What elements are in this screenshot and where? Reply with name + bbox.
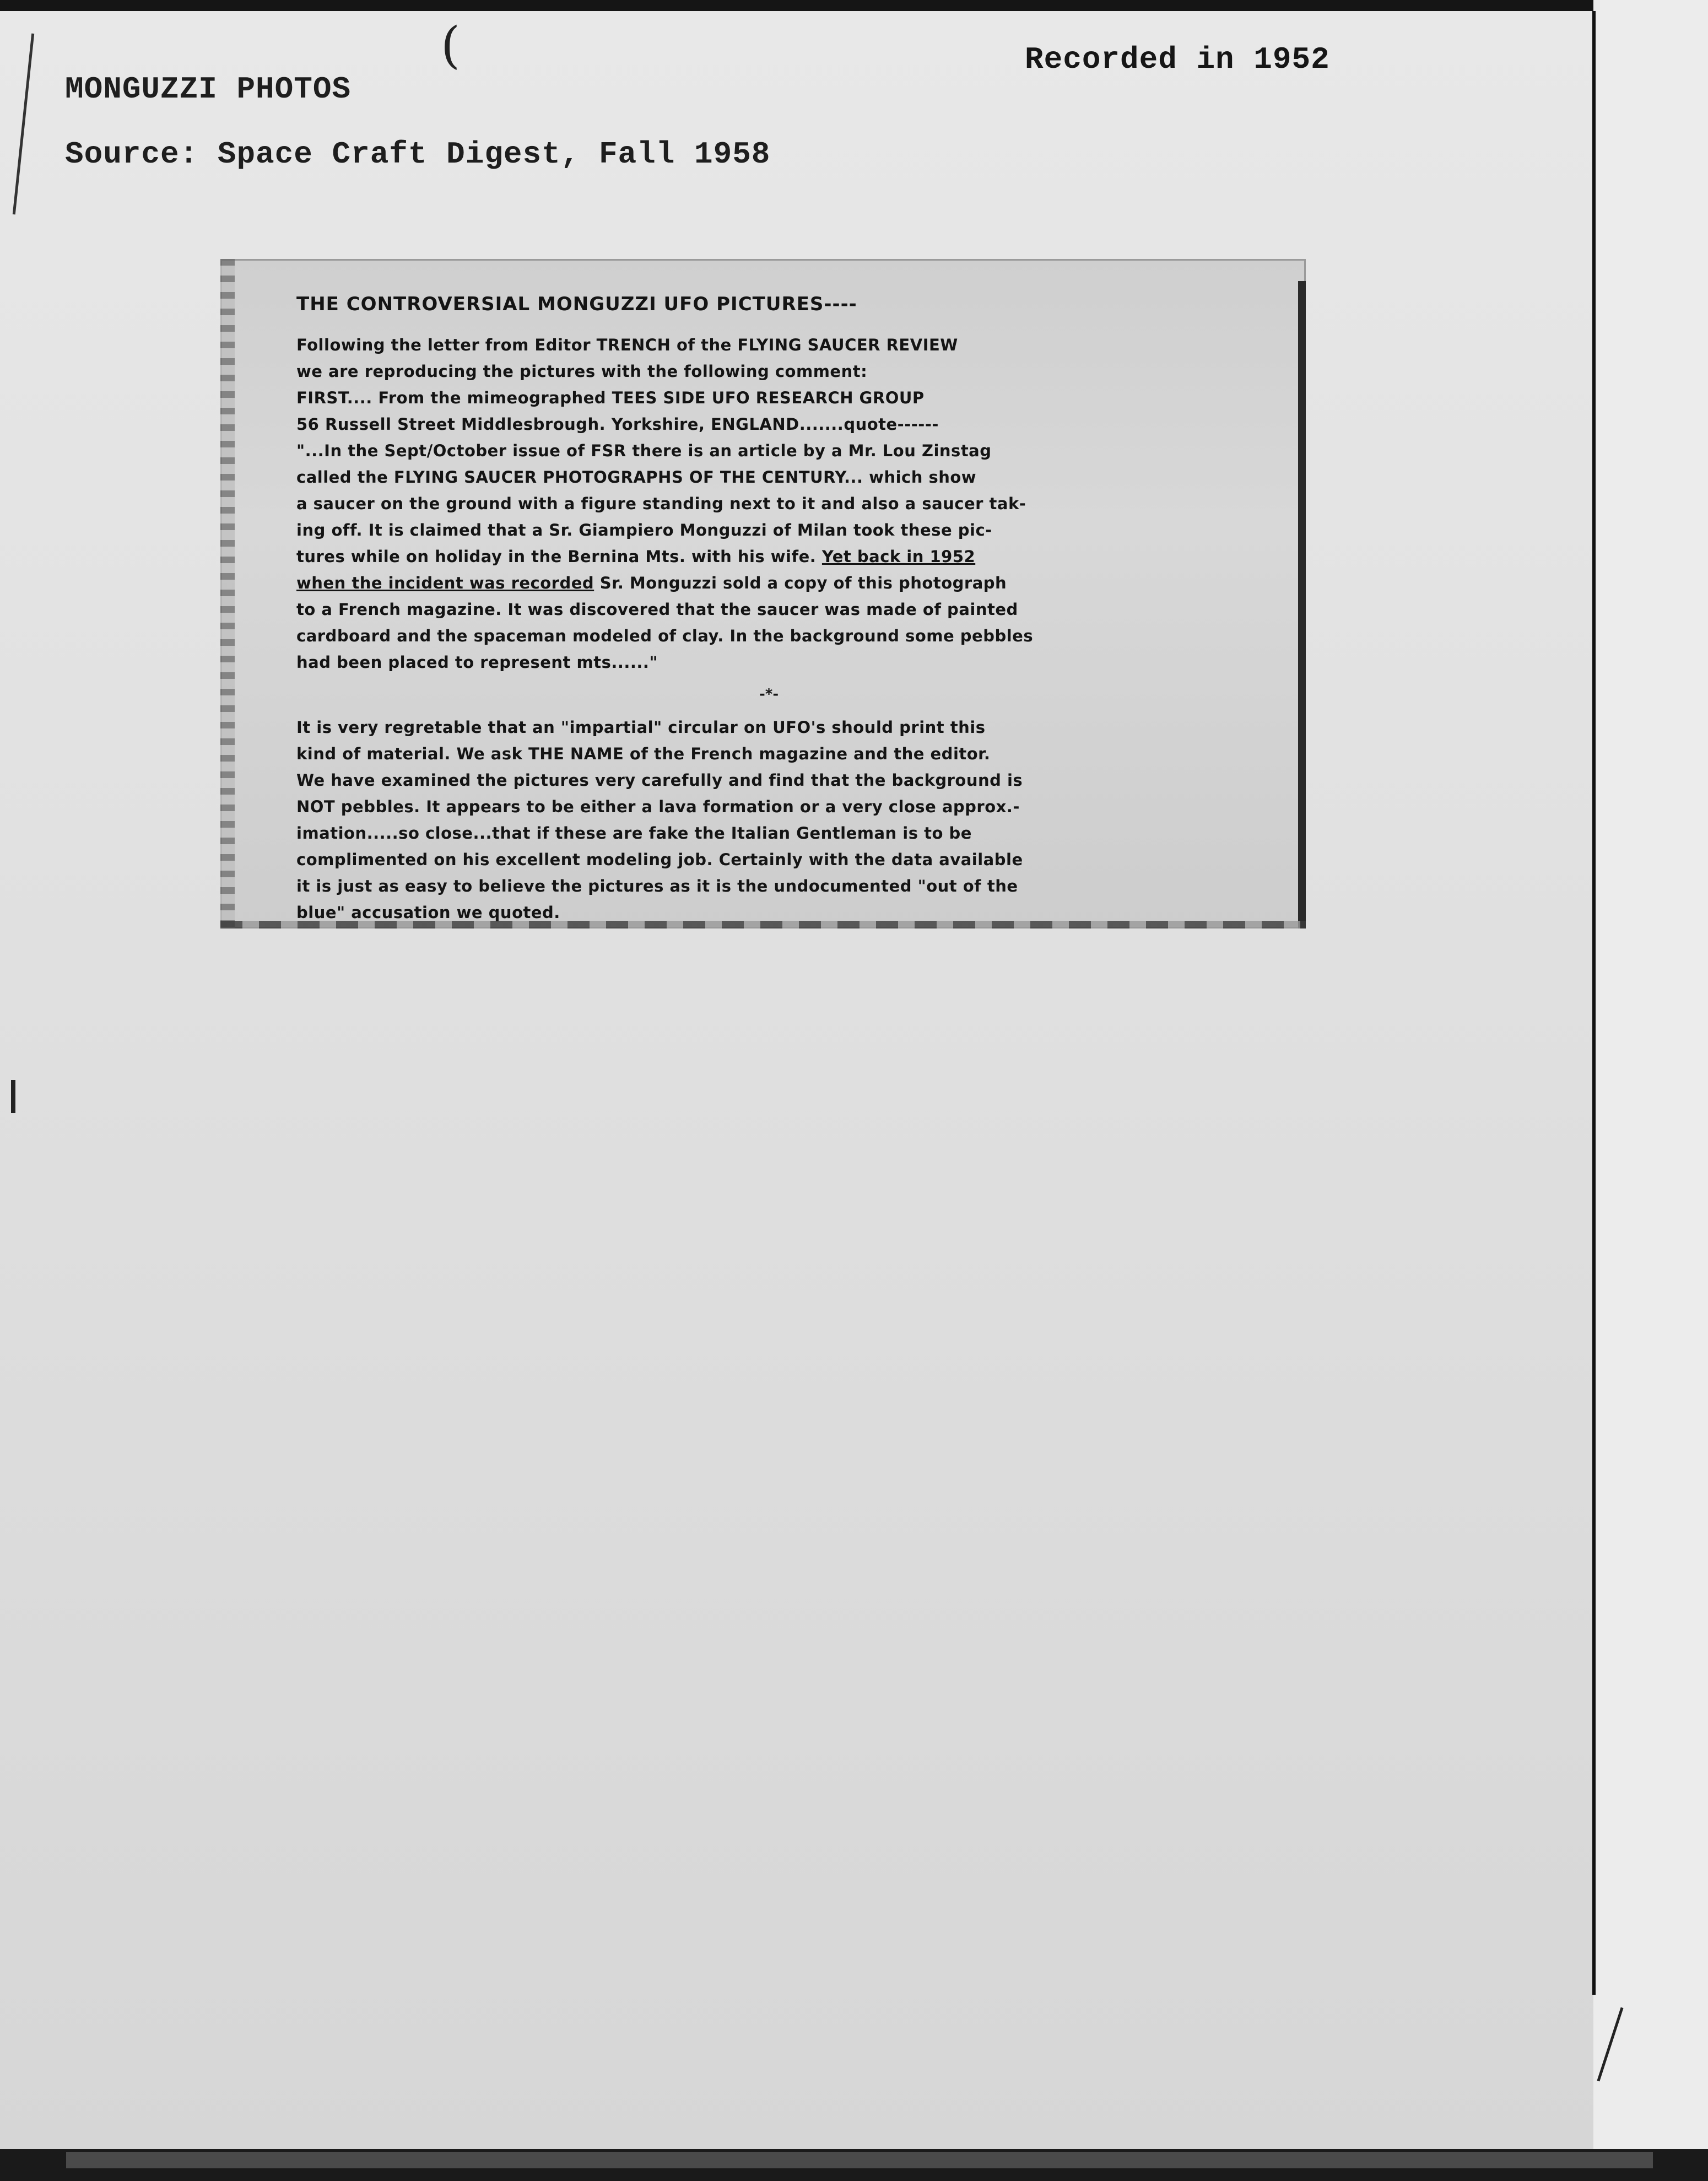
right-margin-strip (1593, 0, 1708, 2149)
underlined-text: Yet back in 1952 (821, 547, 976, 566)
text-line: kind of material. We ask THE NAME of the French magazine and the editor. (296, 744, 991, 763)
text-line: it is just as easy to believe the pictures as it is the undocumented "out of the (296, 877, 1018, 895)
text-fragment: Sr. Monguzzi sold a copy of this photograph (594, 574, 1007, 592)
text-line: FIRST.... From the mimeographed TEES SIDE UFO RESEARCH GROUP (296, 388, 925, 407)
left-edge-mark (11, 1080, 15, 1113)
text-line: Following the letter from Editor TRENCH of the FLYING SAUCER REVIEW (296, 336, 958, 354)
clipping-title: THE CONTROVERSIAL MONGUZZI UFO PICTURES---- (296, 293, 857, 315)
text-line: 56 Russell Street Middlesbrough. Yorkshire, ENGLAND.......quote------ (296, 415, 939, 434)
document-source: Source: Space Craft Digest, Fall 1958 (65, 137, 771, 172)
paragraph-2 (296, 714, 1288, 926)
text-line: imation.....so close...that if these are fake the Italian Gentleman is to be (296, 824, 972, 843)
text-line: complimented on his excellent modeling job. Certainly with the data available (296, 850, 1023, 869)
text-fragment: tures while on holiday in the Bernina Mts. with his wife. (296, 547, 817, 566)
text-line: a saucer on the ground with a figure standing next to it and also a saucer tak- (296, 494, 1026, 513)
film-edge-bottom-band (66, 2152, 1653, 2168)
text-line: ing off. It is claimed that a Sr. Giampiero Monguzzi of Milan took these pic- (296, 521, 992, 539)
newspaper-clipping (220, 259, 1306, 928)
text-line: "...In the Sept/October issue of FSR there is an article by a Mr. Lou Zinstag (296, 441, 992, 460)
document-title: MONGUZZI PHOTOS (65, 72, 352, 107)
underlined-text: when the incident was recorded (296, 574, 594, 592)
text-line: had been placed to represent mts......" (296, 653, 658, 672)
film-edge-top (0, 0, 1708, 11)
clipping-torn-edge (220, 259, 235, 928)
text-line: cardboard and the spaceman modeled of clay. In the background some pebbles (296, 627, 1034, 645)
clipping-body (296, 291, 1288, 926)
recorded-date: Recorded in 1952 (1025, 42, 1330, 77)
stray-mark: ( (441, 17, 461, 74)
text-line: It is very regretable that an "impartial" circular on UFO's should print this (296, 718, 986, 737)
text-line: we are reproducing the pictures with the following comment: (296, 362, 868, 381)
text-line: blue" accusation we quoted. (296, 903, 560, 922)
text-line: We have examined the pictures very carefully and find that the background is (296, 771, 1023, 790)
paragraph-1 (296, 332, 1288, 676)
right-margin-line (1592, 11, 1596, 1995)
text-line: NOT pebbles. It appears to be either a lava formation or a very close approx.- (296, 797, 1020, 816)
text-line: called the FLYING SAUCER PHOTOGRAPHS OF THE CENTURY... which show (296, 468, 977, 487)
clipping-right-border (1298, 281, 1306, 928)
text-line-with-underline (296, 570, 1288, 596)
text-line-with-underline (296, 543, 1288, 570)
text-line: to a French magazine. It was discovered that the saucer was made of painted (296, 600, 1018, 619)
section-separator: -*- (759, 686, 779, 703)
